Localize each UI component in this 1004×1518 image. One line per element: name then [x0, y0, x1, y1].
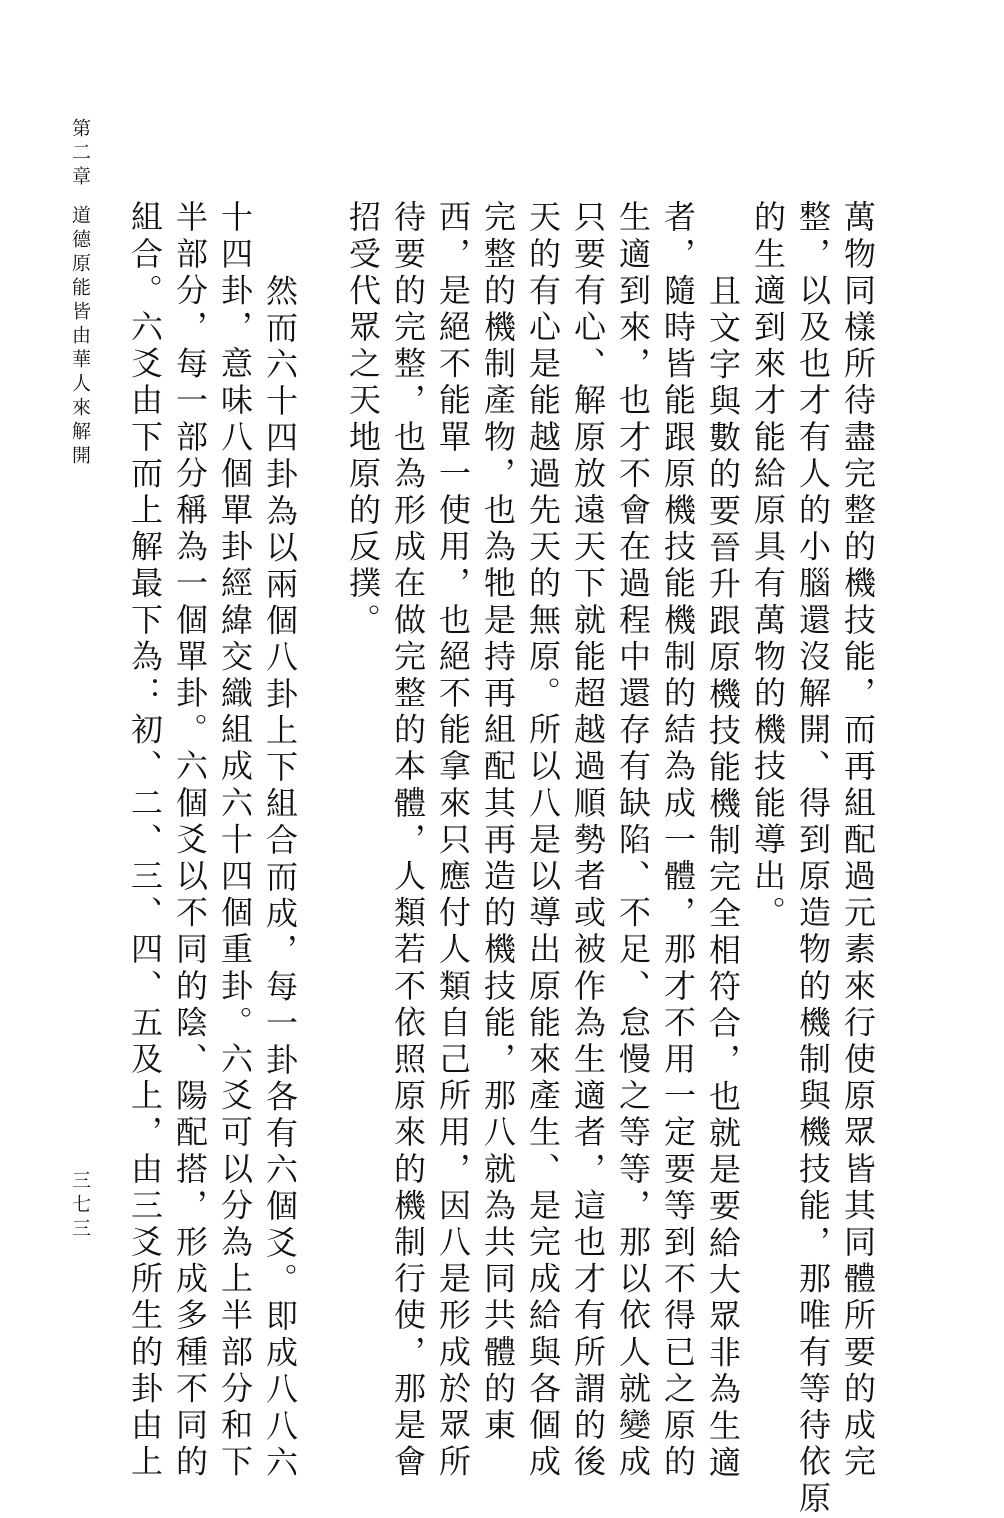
running-header-chapter: 第二章	[69, 118, 91, 190]
text-column: 招受代眾之天地原的反撲。	[344, 200, 382, 640]
text-column: 天的有心是能越過先天的無原。所以八是以導出原能來產生、是完成給與各個成	[524, 200, 562, 1481]
text-column: 萬物同樣所待盡完整的機技能，而再組配過元素來行使原眾皆其同體所要的成完	[839, 200, 877, 1481]
text-column: 待要的完整，也為形成在做完整的本體，人類若不依照原來的機制行使，那是會	[389, 200, 427, 1481]
text-column: 完整的機制產物，也為牠是持再組配其再造的機技能，那八就為共同共體的東	[479, 200, 517, 1445]
text-column: 的生適到來才能給原具有萬物的機技能導出。	[749, 200, 787, 932]
text-column: 生適到來，也才不會在過程中還存有缺陷、不足、怠慢之等等，那以依人就變成	[614, 200, 652, 1481]
text-column: 西，是絕不能單一使用，也絕不能拿來只應付人類自己所用，因八是形成於眾所	[434, 200, 472, 1481]
text-column: 組合。六爻由下而上解最下為：初、二、三、四、五及上，由三爻所生的卦由上	[126, 200, 164, 1481]
text-column: 整，以及也才有人的小腦還沒解開、得到原造物的機制與機技能，那唯有等待依原	[794, 200, 832, 1518]
text-column: 半部分，每一部分稱為一個單卦。六個爻以不同的陰、陽配搭，形成多種不同的	[171, 200, 209, 1481]
text-column: 然而六十四卦為以兩個八卦上下組合而成，每一卦各有六個爻。即成八八六	[261, 274, 299, 1482]
text-column: 且文字與數的要晉升跟原機技能機制完全相符合，也就是要給大眾非為生適	[704, 274, 742, 1482]
page-number: 三七三	[69, 1170, 91, 1242]
text-column: 十四卦，意味八個單卦經緯交織組成六十四個重卦。六爻可以分為上半部分和下	[216, 200, 254, 1481]
text-column: 只要有心、解原放遠天下就能超越過順勢者或被作為生適者，這也才有所謂的後	[569, 200, 607, 1481]
running-header-title: 道德原能皆由華人來解開	[69, 205, 91, 469]
text-column: 者，隨時皆能跟原機技能機制的結為成一體，那才不用一定要等到不得已之原的	[659, 200, 697, 1481]
